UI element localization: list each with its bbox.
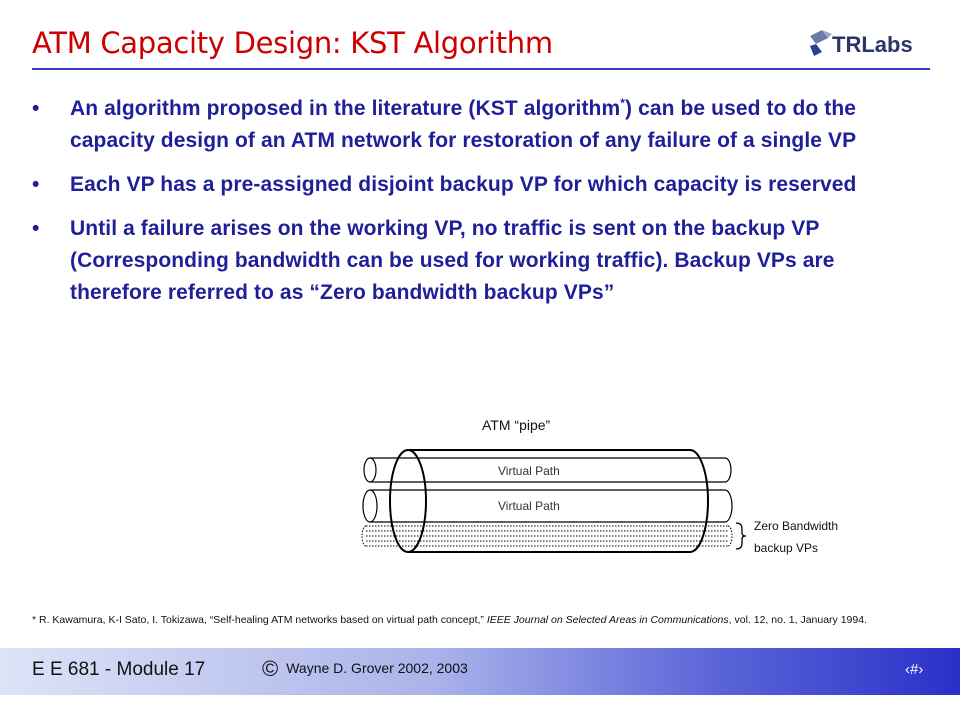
vp-label: Virtual Path	[498, 464, 560, 478]
brace-icon	[736, 523, 746, 549]
footnote-details: , vol. 12, no. 1, January 1994.	[728, 614, 867, 626]
bullet-text: An algorithm proposed in the literature (KST algorithm	[70, 97, 621, 120]
footnote-authors: * R. Kawamura, K-I Sato, I. Tokizawa, “Self-healing ATM networks based on virtual path concept,”	[32, 614, 487, 626]
bullet-marker: •	[32, 97, 40, 120]
footnote	[32, 612, 922, 629]
course-label: E E 681 - Module 17	[32, 659, 206, 680]
footnote-journal: IEEE Journal on Selected Areas in Communications	[486, 614, 729, 626]
virtual-path-2	[363, 490, 732, 522]
bullet-marker: •	[32, 217, 40, 240]
bullet-text-continued: ) can be used to do the capacity design of an ATM network for restoration of any failure of a single VP	[70, 97, 857, 152]
bullet-marker: •	[32, 173, 40, 196]
slide-title: ATM Capacity Design: KST Algorithm	[32, 26, 553, 60]
zero-bandwidth-label: Zero Bandwidth	[754, 519, 839, 533]
bullet-text: Each VP has a pre-assigned disjoint backup VP for which capacity is reserved	[70, 173, 857, 196]
bullet-item	[30, 169, 910, 201]
footnote-marker: *	[620, 96, 626, 110]
atm-pipe-label: ATM “pipe”	[482, 417, 551, 433]
vp-label: Virtual Path	[498, 499, 560, 513]
atm-pipe-diagram	[350, 410, 890, 580]
bullet-text: Until a failure arises on the working VP, no traffic is sent on the backup VP (Corresponding bandwidth can be used for working traffic). Backup VPs are therefore referred to as “Zero bandwidth backup VPs”	[70, 217, 835, 304]
copyright	[262, 656, 468, 682]
page-number: ‹#›	[905, 661, 924, 678]
trlabs-logo	[806, 26, 926, 60]
bullet-item	[30, 213, 910, 309]
bullet-list	[30, 93, 910, 321]
logo-text: TRLabs	[832, 32, 913, 57]
title-divider	[32, 68, 930, 70]
copyright-symbol: ©	[262, 656, 279, 681]
logo-mark-icon	[810, 30, 832, 56]
bullet-item	[30, 93, 910, 157]
copyright-text: Wayne D. Grover 2002, 2003	[286, 660, 468, 676]
backup-vps-label: backup VPs	[754, 541, 819, 555]
